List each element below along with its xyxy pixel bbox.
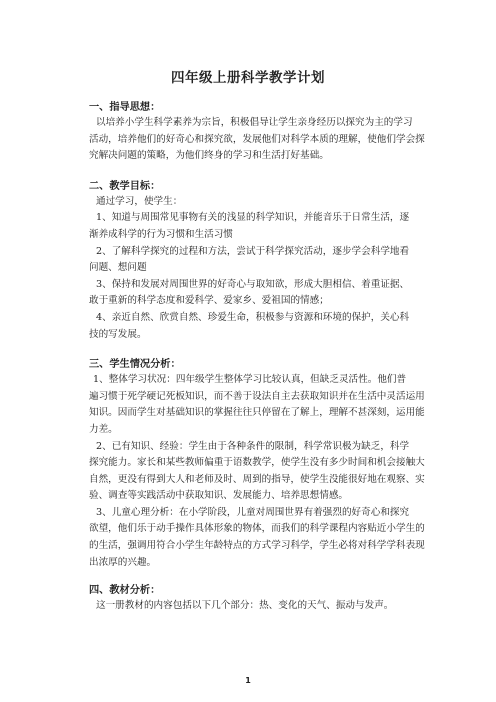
- paragraph-line: 通过学习，使学生：: [96, 195, 183, 207]
- paragraph-line: 探究能力。家长和某些教师偏重于语数教学，使学生没有多少时间和机会接触大: [89, 457, 425, 469]
- section-heading-4: 四、教材分析：: [89, 585, 161, 597]
- document-body: [89, 100, 425, 615]
- paragraph-line: 验、调查等实践活动中获取知识、发展能力、培养思想情感。: [89, 490, 349, 502]
- paragraph-line: 究解决问题的策略，为他们终身的学习和生活打好基础。: [89, 150, 329, 162]
- paragraph-line: 欲望，他们乐于动手操作具体形象的物体，而我们的科学课程内容贴近小学生的: [89, 523, 425, 535]
- spacer: [89, 165, 409, 179]
- paragraph-line: 自然，更没有得到大人和老师及时、周到的指导，使学生没能很好地在观察、实: [89, 473, 425, 485]
- spacer: [89, 343, 409, 357]
- paragraph-line: 技的写发展。: [89, 328, 147, 340]
- paragraph-line: 这一册教材的内容包括以下几个部分：热、变化的天气、振动与发声。: [96, 600, 394, 612]
- paragraph-line: 3、儿童心理分析：在小学阶段，儿童对周围世界有着强烈的好奇心和探究: [96, 506, 410, 518]
- paragraph-line: 知识。因而学生对基础知识的掌握往往只停留在了解上，理解不甚深刻，运用能: [89, 407, 425, 419]
- paragraph-line: 渐养成科学的行为习惯和生活习惯: [89, 228, 233, 240]
- paragraph-line: 的生活，强调用符合小学生年龄特点的方式学习科学，学生必将对科学学科表现: [89, 540, 425, 552]
- paragraph-line: 问题、想问题: [89, 262, 147, 274]
- paragraph-line: 力差。: [89, 423, 118, 435]
- paragraph-line: 4、亲近自然、欣赏自然、珍爱生命，积极参与资源和环境的保护，关心科: [96, 311, 410, 323]
- paragraph-line: 1、整体学习状况：四年级学生整体学习比较认真，但缺乏灵活性。他们普: [93, 374, 407, 386]
- paragraph-line: 1、知道与周围常见事物有关的浅显的科学知识，并能音乐于日常生活，逐: [96, 212, 410, 224]
- paragraph-line: 出浓厚的兴趣。: [89, 556, 157, 568]
- paragraph-line: 3、保持和发展对周围世界的好奇心与取知欲，形成大胆相信、着重证据、: [96, 278, 410, 290]
- paragraph-line: 敢于重新的科学态度和爱科学、爱家乡、爱祖国的情感；: [89, 295, 329, 307]
- section-heading-1: 一、指导思想：: [89, 102, 161, 113]
- paragraph-line: 以培养小学生科学素养为宗旨，积极倡导让学生亲身经历以探究为主的学习: [96, 117, 413, 128]
- section-heading-2: 二、教学目标：: [89, 180, 161, 192]
- paragraph-line: 活动，培养他们的好奇心和探究欲，发展他们对科学本质的理解，使他们学会探: [89, 133, 425, 145]
- spacer: [89, 571, 409, 583]
- paragraph-line: 遍习惯于死学硬记死板知识，而不善于设法自主去获取知识并在生活中灵活运用: [89, 390, 425, 402]
- page-number: 1: [245, 676, 251, 685]
- paragraph-line: 2、了解科学探究的过程和方法，尝试于科学探究活动，逐步学会科学地看: [96, 245, 410, 257]
- section-heading-3: 三、学生情况分析：: [89, 359, 181, 371]
- paragraph-line: 2、已有知识、经验：学生由于各种条件的限制，科学常识极为缺乏，科学: [96, 440, 410, 452]
- document-title: 四年级上册科学教学计划: [171, 70, 325, 86]
